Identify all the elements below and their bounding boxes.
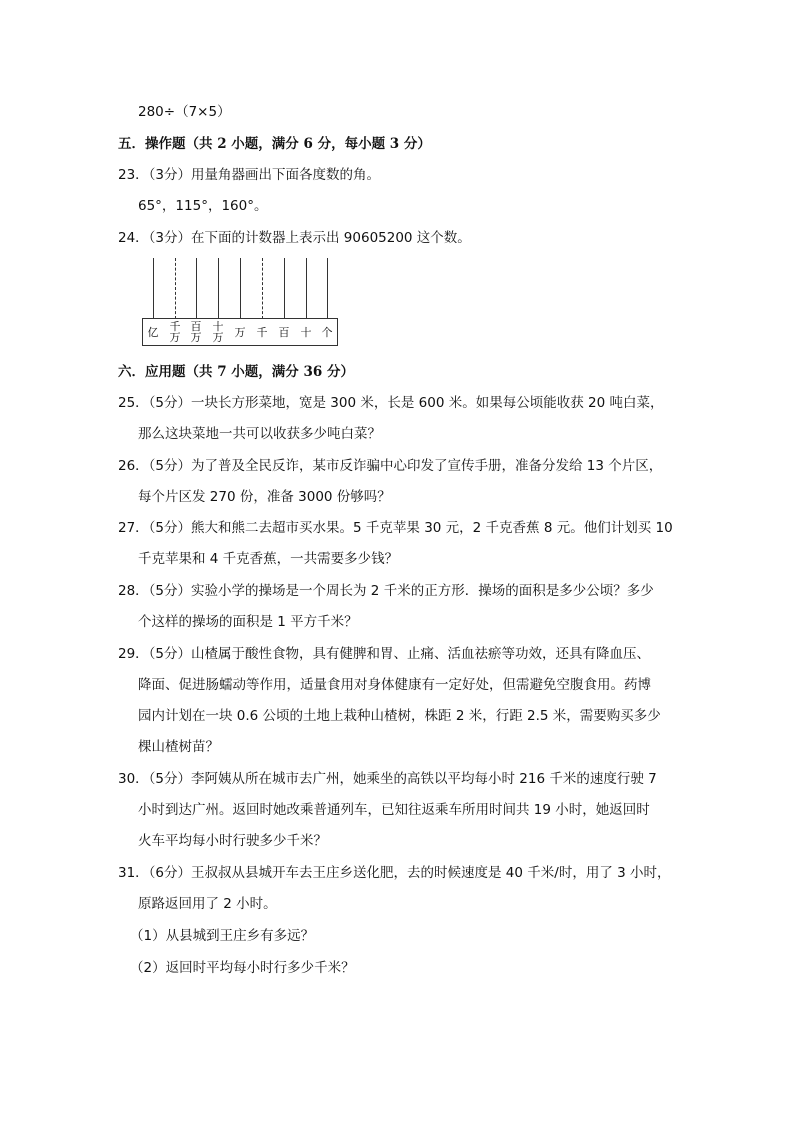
section-heading-6: 六．应用题（共 7 小题，满分 36 分） — [118, 364, 354, 380]
abacus-rod — [196, 258, 197, 319]
expression-line: 280÷（7×5） — [138, 104, 231, 120]
question-29-cont: 园内计划在一块 0.6 公顷的土地上栽种山楂树，株距 2 米，行距 2.5 米，需要购买多少 — [138, 708, 661, 724]
abacus-label: 十 — [300, 326, 312, 339]
question-31: 31．（6分）王叔叔从县城开车去王庄乡送化肥，去的时候速度是 40 千米/时，用了 3 小时， — [118, 865, 671, 881]
abacus-label: 个 — [321, 326, 333, 339]
question-24: 24．（3分）在下面的计数器上表示出 90605200 这个数。 — [118, 230, 471, 246]
question-23: 23．（3分）用量角器画出下面各度数的角。 — [118, 167, 381, 183]
question-23-angles: 65°，115°，160°。 — [138, 198, 268, 214]
question-26-cont: 每个片区发 270 份，准备 3000 份够吗？ — [138, 489, 391, 505]
question-27: 27．（5分）熊大和熊二去超市买水果。5 千克苹果 30 元，2 千克香蕉 8 元。他们计划买 10 — [118, 520, 673, 536]
question-31-part-2: （2）返回时平均每小时行多少千米？ — [130, 960, 355, 976]
abacus-rod — [153, 258, 154, 319]
abacus-rod — [240, 258, 241, 319]
abacus-rod — [306, 258, 307, 319]
question-29: 29．（5分）山楂属于酸性食物，具有健脾和胃、止痛、活血祛瘀等功效，还具有降血压、 — [118, 646, 651, 662]
question-29-cont: 棵山楂树苗？ — [138, 739, 219, 755]
abacus-label: 千 万 — [169, 320, 181, 344]
question-27-cont: 千克苹果和 4 千克香蕉，一共需要多少钱？ — [138, 551, 399, 567]
question-29-cont: 降面、促进肠蠕动等作用，适量食用对身体健康有一定好处，但需避免空腹食用。药博 — [138, 677, 651, 693]
abacus-rod — [327, 258, 328, 319]
abacus-label: 百 — [278, 326, 290, 339]
abacus-rod — [262, 258, 263, 319]
question-26: 26．（5分）为了普及全民反诈，某市反诈骗中心印发了宣传手册，准备分发给 13 个片区， — [118, 458, 663, 474]
question-30-cont: 火车平均每小时行驶多少千米？ — [138, 833, 327, 849]
question-30: 30．（5分）李阿姨从所在城市去广州，她乘坐的高铁以平均每小时 216 千米的速度行驶 7 — [118, 771, 657, 787]
abacus-label: 百 万 — [190, 320, 202, 344]
abacus-label: 万 — [234, 326, 246, 339]
question-28: 28．（5分）实验小学的操场是一个周长为 2 千米的正方形．操场的面积是多少公顷？多少 — [118, 583, 654, 599]
section-heading-5: 五．操作题（共 2 小题，满分 6 分，每小题 3 分） — [118, 136, 431, 152]
abacus-label: 亿 — [147, 326, 159, 339]
question-25: 25．（5分）一块长方形菜地，宽是 300 米，长是 600 米。如果每公顷能收获 20 吨白菜， — [118, 395, 664, 411]
question-30-cont: 小时到达广州。返回时她改乘普通列车，已知往返乘车所用时间共 19 小时，她返回时 — [138, 802, 650, 818]
question-25-cont: 那么这块菜地一共可以收获多少吨白菜？ — [138, 426, 381, 442]
question-31-cont: 原路返回用了 2 小时。 — [138, 896, 277, 912]
question-31-part-1: （1）从县城到王庄乡有多远？ — [130, 928, 315, 944]
abacus-rod — [218, 258, 219, 319]
abacus-rod — [175, 258, 176, 319]
abacus-label: 千 — [256, 326, 268, 339]
question-28-cont: 个这样的操场的面积是 1 平方千米？ — [138, 614, 358, 630]
abacus-label: 十 万 — [212, 320, 224, 344]
abacus-rod — [284, 258, 285, 319]
